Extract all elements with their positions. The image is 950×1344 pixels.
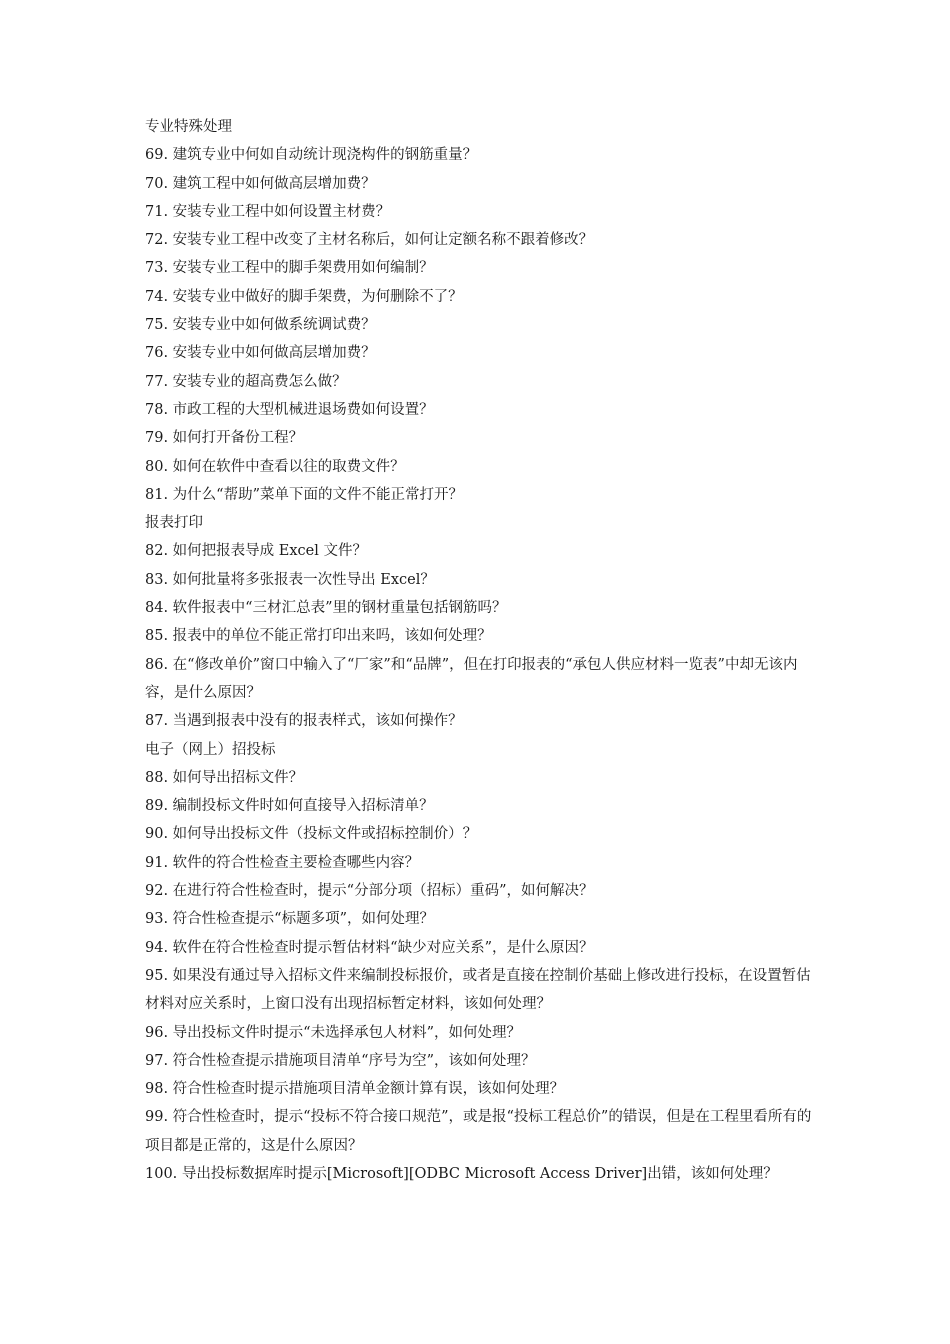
list-item: 96. 导出投标文件时提示“未选择承包人材料”，如何处理？ bbox=[145, 1024, 521, 1041]
list-item: 76. 安装专业中如何做高层增加费？ bbox=[145, 345, 376, 362]
section-heading: 报表打印 bbox=[145, 515, 203, 532]
list-item: 91. 软件的符合性检查主要检查哪些内容？ bbox=[145, 854, 420, 871]
list-item: 75. 安装专业中如何做系统调试费？ bbox=[145, 317, 376, 334]
section-heading: 电子（网上）招投标 bbox=[145, 741, 276, 758]
list-item: 93. 符合性检查提示“标题多项”，如何处理？ bbox=[145, 911, 434, 928]
list-item: 94. 软件在符合性检查时提示暂估材料“缺少对应关系”，是什么原因？ bbox=[145, 939, 594, 956]
list-item: 79. 如何打开备份工程？ bbox=[145, 430, 304, 447]
list-item: 99. 符合性检查时，提示“投标不符合接口规范”，或是报“投标工程总价”的错误，但是在工程里看所有的项目都是正常的，这是什么原因？ bbox=[145, 1109, 812, 1154]
list-item: 78. 市政工程的大型机械进退场费如何设置？ bbox=[145, 401, 434, 418]
list-item: 71. 安装专业工程中如何设置主材费？ bbox=[145, 203, 391, 220]
list-item: 77. 安装专业的超高费怎么做？ bbox=[145, 373, 347, 390]
list-item: 82. 如何把报表导成 Excel 文件？ bbox=[145, 543, 367, 560]
list-item: 85. 报表中的单位不能正常打印出来吗，该如何处理？ bbox=[145, 628, 492, 645]
section-heading: 专业特殊处理 bbox=[145, 119, 232, 135]
list-item: 70. 建筑工程中如何做高层增加费？ bbox=[145, 175, 376, 192]
list-item: 92. 在进行符合性检查时，提示“分部分项（招标）重码”，如何解决？ bbox=[145, 883, 594, 900]
list-item: 90. 如何导出投标文件（投标文件或招标控制价）？ bbox=[145, 826, 478, 843]
document-body bbox=[145, 113, 815, 1188]
list-item: 80. 如何在软件中查看以往的取费文件？ bbox=[145, 458, 405, 475]
list-item: 86. 在“修改单价”窗口中输入了“厂家”和“品牌”，但在打印报表的“承包人供应材料一览表”中却无该内容，是什么原因？ bbox=[145, 656, 798, 701]
list-item: 100. 导出投标数据库时提示[Microsoft][ODBC Microsoft Access Driver]出错，该如何处理？ bbox=[145, 1165, 778, 1182]
list-item: 84. 软件报表中“三材汇总表”里的钢材重量包括钢筋吗？ bbox=[145, 600, 507, 617]
list-item: 81. 为什么“帮助”菜单下面的文件不能正常打开？ bbox=[145, 486, 463, 503]
list-item: 95. 如果没有通过导入招标文件来编制投标报价，或者是直接在控制价基础上修改进行投标，在设置暂估材料对应关系时，上窗口没有出现招标暂定材料，该如何处理？ bbox=[145, 967, 811, 1013]
list-item: 89. 编制投标文件时如何直接导入招标清单？ bbox=[145, 798, 434, 815]
list-item: 69. 建筑专业中何如自动统计现浇构件的钢筋重量？ bbox=[145, 147, 478, 164]
list-item: 72. 安装专业工程中改变了主材名称后，如何让定额名称不跟着修改？ bbox=[145, 232, 594, 249]
list-item: 83. 如何批量将多张报表一次性导出 Excel？ bbox=[145, 571, 435, 588]
list-item: 98. 符合性检查时提示措施项目清单金额计算有误，该如何处理？ bbox=[145, 1081, 565, 1098]
list-item: 88. 如何导出招标文件？ bbox=[145, 769, 304, 786]
list-item: 87. 当遇到报表中没有的报表样式，该如何操作？ bbox=[145, 713, 463, 730]
list-item: 97. 符合性检查提示措施项目清单“序号为空”，该如何处理？ bbox=[145, 1052, 536, 1069]
list-item: 74. 安装专业中做好的脚手架费，为何删除不了？ bbox=[145, 288, 463, 305]
list-item: 73. 安装专业工程中的脚手架费用如何编制？ bbox=[145, 260, 434, 277]
